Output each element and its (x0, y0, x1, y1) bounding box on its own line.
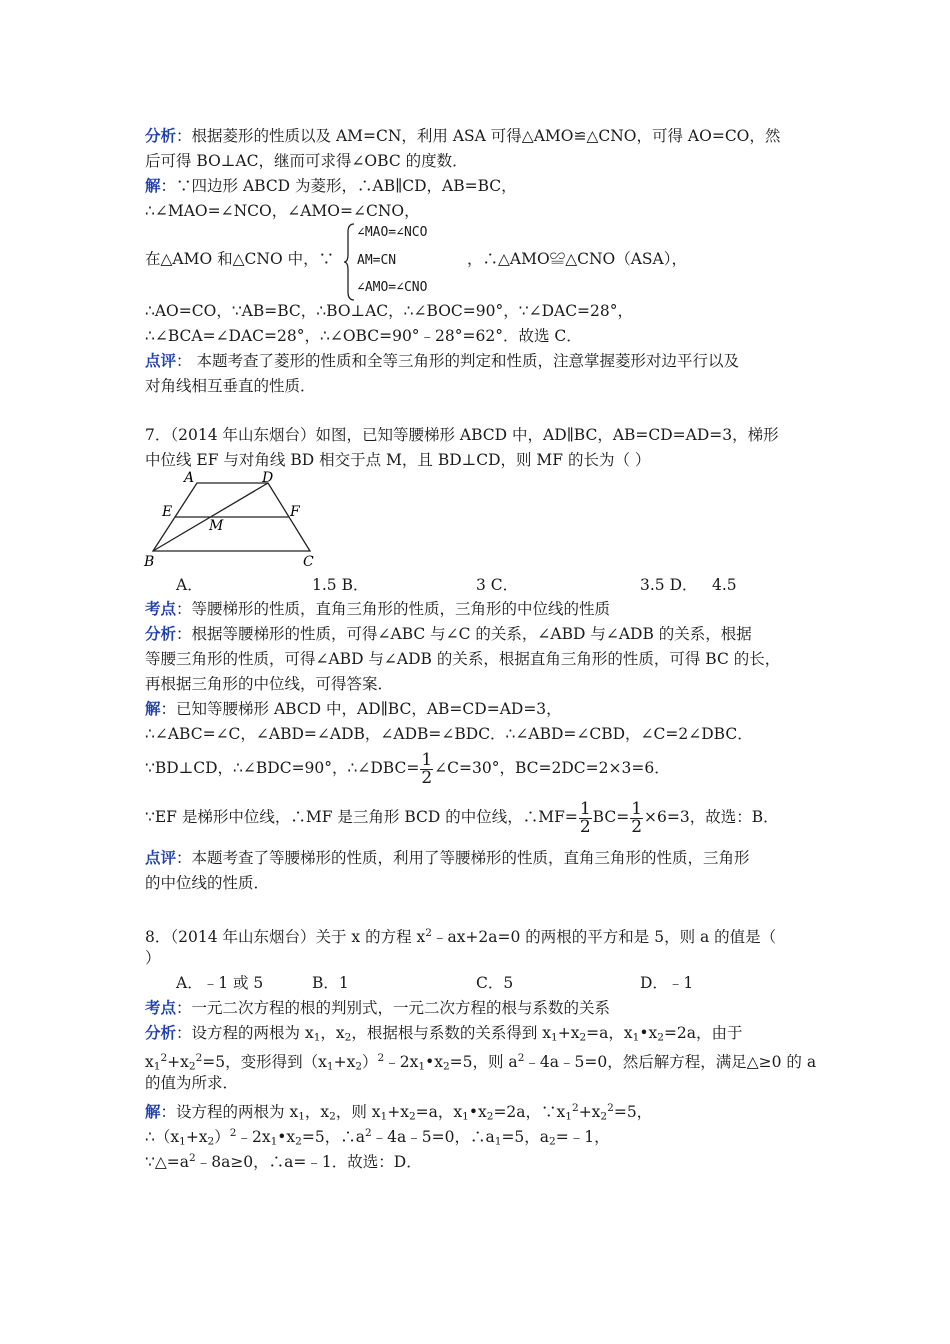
analysis-label: 分析 (145, 624, 177, 643)
analysis-label: 分析 (145, 126, 177, 145)
q7-option-c: 3 C． (476, 576, 519, 594)
q7-stem-line-1: 7．（2014 年山东烟台）如图，已知等腰梯形 ABCD 中，AD∥BC，AB=CD=AD=3，梯形 (145, 426, 779, 444)
q6-solution-line-3-right: ，∴△AMO≌△CNO（ASA）， (467, 250, 687, 268)
q8-stem-line-2: ） (145, 949, 161, 967)
left-brace-icon (343, 222, 357, 302)
comment-label: 点评 (145, 351, 177, 370)
kaodian-label: 考点 (145, 599, 177, 618)
q7-analysis-line-2: 等腰三角形的性质，可得∠ABD 与∠ADB 的关系，根据直角三角形的性质，可得 BC 的长， (145, 650, 781, 668)
q7-solution-line-1: 解：已知等腰梯形 ABCD 中，AD∥BC，AB=CD=AD=3， (145, 699, 562, 718)
fraction-half: $\frac{1}{2}$ (421, 749, 433, 788)
q8-option-d: D．﹣1 (640, 974, 694, 992)
q7-analysis-line-1: 分析：根据等腰梯形的性质，可得∠ABC 与∠C 的关系，∠ABD 与∠ADB 的关系，根据 (145, 624, 752, 643)
q6-solution-line-3-left: 在△AMO 和△CNO 中，∵ (145, 250, 335, 268)
q7-option-d: 3.5 D． (640, 576, 698, 594)
q7-kaodian-line: 考点：等腰梯形的性质，直角三角形的性质，三角形的中位线的性质 (145, 599, 611, 618)
label-e: E (162, 504, 173, 520)
label-m: M (209, 518, 224, 534)
q6-solution-line-4: ∴AO=CO，∵AB=BC，∴BO⊥AC，∴∠BOC=90°，∵∠DAC=28°， (145, 302, 634, 320)
q6-comment-line-2: 对角线相互垂直的性质． (145, 377, 316, 395)
q8-solution-line-3: $\because\triangle=a^2﹣8a\ge 0$，∴a=﹣1．故选：D． (145, 1152, 422, 1171)
fraction-half: $\frac{1}{2}$ (579, 798, 591, 837)
label-a: A (184, 470, 195, 486)
q6-analysis-line-1: 分析：根据菱形的性质以及 AM=CN，利用 ASA 可得△AMO≌△CNO，可得 AO=CO，然 (145, 126, 781, 145)
q7-option-d-value: 4.5 (712, 576, 737, 594)
q7-option-b: 1.5 B． (312, 576, 369, 594)
label-c: C (303, 554, 314, 570)
analysis-label: 分析 (145, 1023, 177, 1042)
q7-solution-line-2: ∴∠ABC=∠C，∠ABD=∠ADB，∠ADB=∠BDC．∴∠ABD=∠CBD，∠C=2∠DBC． (145, 725, 753, 743)
q7-comment-line-1: 点评：本题考查了等腰梯形的性质，利用了等腰梯形的性质，直角三角形的性质，三角形 (145, 848, 750, 867)
q8-solution-line-2: $\therefore(x_1+x_2)^2﹣2x_1•x_2=5$，$\therefore a^2﹣4a﹣5=0$，$\therefore a_1=5$，$a_2=﹣1$， (145, 1127, 610, 1148)
q6-solution-line-2: ∴∠MAO=∠NCO，∠AMO=∠CNO， (145, 202, 420, 220)
q7-stem-line-2: 中位线 EF 与对角线 BD 相交于点 M，且 BD⊥CD，则 MF 的长为（ ） (145, 451, 651, 469)
system-row-1: ∠MAO=∠NCO (357, 225, 428, 240)
equation-system (343, 222, 467, 302)
q8-stem-line-1: 8．（2014 年山东烟台）关于 x 的方程 $x^2﹣ax+2a=0$ 的两根的平方和是 5，则 a 的值是（ (145, 927, 777, 946)
q8-option-c: C．5 (476, 974, 514, 992)
fraction-half: $\frac{1}{2}$ (631, 798, 643, 837)
trapezoid-figure (140, 470, 330, 570)
q6-analysis-line-2: 后可得 BO⊥AC，继而可求得∠OBC 的度数． (145, 152, 468, 170)
q6-solution-line-5: ∴∠BCA=∠DAC=28°，∴∠OBC=90°﹣28°=62°．故选 C． (145, 327, 582, 345)
q7-comment-line-2: 的中位线的性质． (145, 874, 270, 892)
q8-analysis-line-1: 分析：设方程的两根为 $x_1$，$x_2$，根据根与系数的关系得到 $x_1+x_2=a$，$x_1•x_2=2a$，由于 (145, 1023, 743, 1044)
q8-analysis-line-3: 的值为所求． (145, 1074, 239, 1092)
q7-option-a: A． (176, 576, 203, 594)
q7-analysis-line-3: 再根据三角形的中位线，可得答案． (145, 675, 394, 693)
label-d: D (262, 470, 274, 486)
label-f: F (290, 504, 300, 520)
q8-option-b: B．1 (312, 974, 349, 992)
comment-label: 点评 (145, 848, 177, 867)
q8-kaodian-line: 考点：一元二次方程的根的判别式，一元二次方程的根与系数的关系 (145, 998, 611, 1017)
q6-solution-line-1: 解：∵四边形 ABCD 为菱形，∴AB∥CD，AB=BC， (145, 176, 517, 195)
q8-solution-line-1: 解：设方程的两根为 $x_1$，$x_2$，则 $x_1+x_2=a$，$x_1•x_2=2a$，$\because x_1^2+x_2^2=5$， (145, 1101, 653, 1123)
label-b: B (144, 554, 155, 570)
q7-solution-line-4: ∵EF 是梯形中位线，∴MF 是三角形 BCD 的中位线，∴MF= $\frac{1}{2}$ BC= $\frac{1}{2}$ ×6=3，故选：B． (145, 798, 779, 837)
q8-analysis-line-2: $x_1^2+x_2^2=5$，变形得到$(x_1+x_2)^2﹣2x_1•x_2=5$，则 $a^2﹣4a﹣5=0$，然后解方程，满足△≥0 的 a (145, 1052, 817, 1073)
q7-solution-line-3: ∵BD⊥CD，∴∠BDC=90°，∴∠DBC= $\frac{1}{2}$ ∠C=30°，BC=2DC=2×3=6． (145, 749, 670, 788)
q6-comment-line-1: 点评： 本题考查了菱形的性质和全等三角形的判定和性质，注意掌握菱形对边平行以及 (145, 351, 739, 370)
q8-option-a: A．﹣1 或 5 (176, 974, 264, 992)
solution-label: 解 (145, 1101, 161, 1121)
system-row-2: AM=CN (357, 253, 397, 268)
kaodian-label: 考点 (145, 998, 177, 1017)
solution-label: 解 (145, 176, 161, 195)
system-row-3: ∠AMO=∠CNO (357, 280, 428, 295)
solution-label: 解 (145, 699, 161, 718)
